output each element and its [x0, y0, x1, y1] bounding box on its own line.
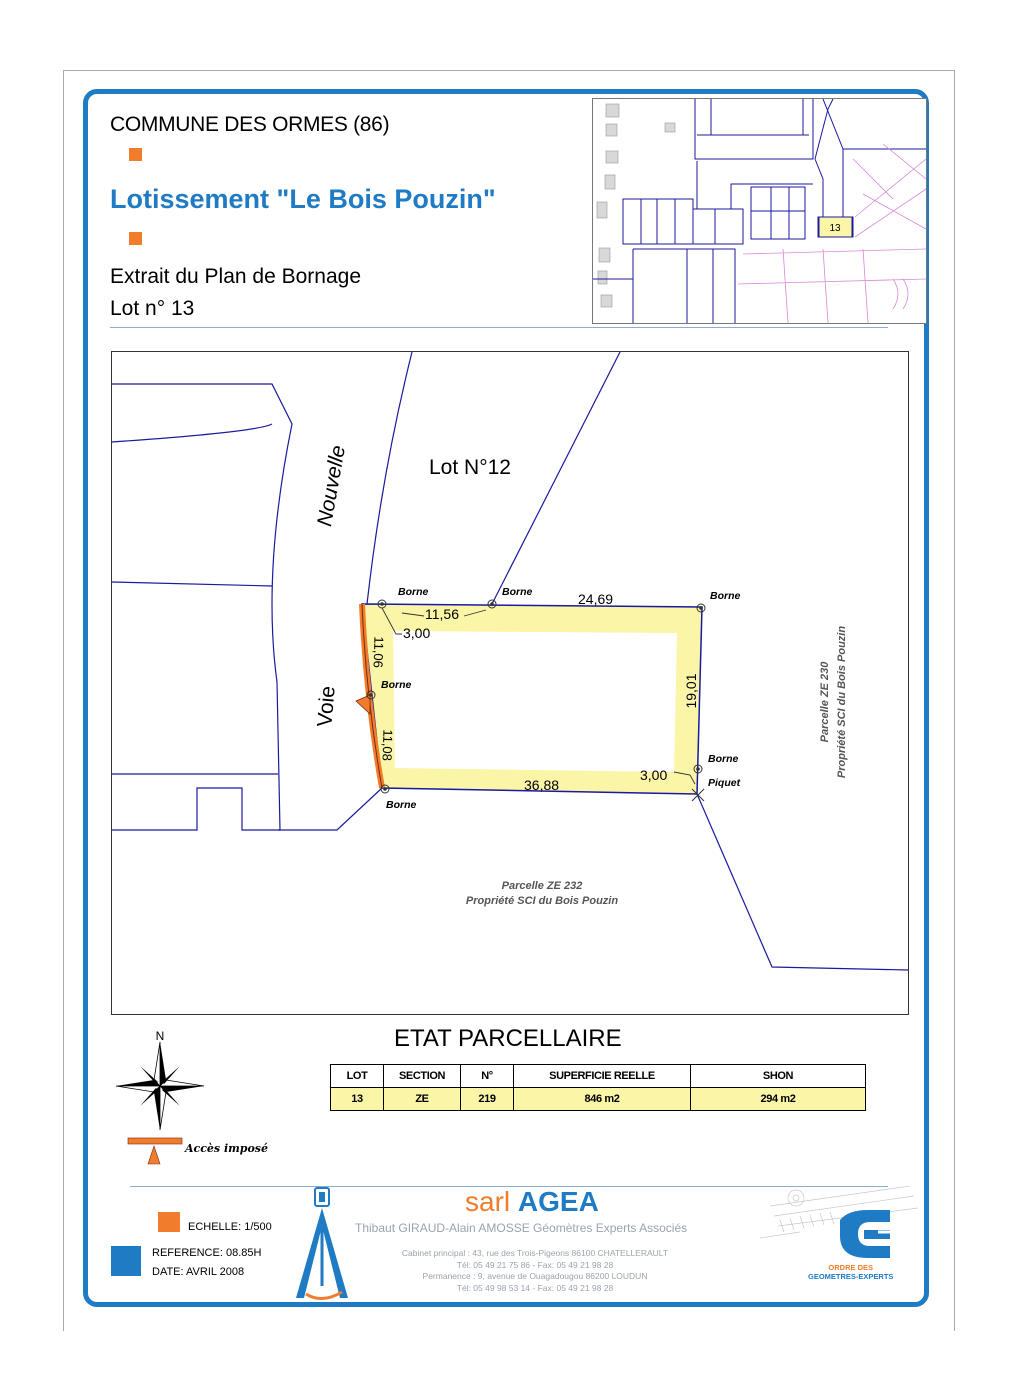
dim-west-bottom: 11,08: [379, 729, 396, 762]
cell-section: ZE: [384, 1088, 461, 1111]
company-prefix: sarl: [465, 1186, 511, 1217]
cell-numero: 219: [461, 1088, 514, 1111]
parcelle-east-owner: Propriété SCI du Bois Pouzin: [836, 625, 848, 779]
col-numero-header: N°: [461, 1065, 514, 1088]
etat-parcellaire-title: ETAT PARCELLAIRE: [394, 1025, 622, 1052]
col-shon-header: SHON: [691, 1065, 866, 1088]
date-label: DATE: AVRIL 2008: [152, 1266, 245, 1278]
ordre-label: [808, 1263, 893, 1281]
location-keymap: [592, 98, 927, 324]
lot-number: Lot n° 13: [110, 297, 195, 320]
parcelle-south-owner: Propriété SCI du Bois Pouzin: [465, 895, 619, 907]
address-line: Tél: 05 49 98 53 14 - Fax: 05 49 21 98 28: [456, 1282, 614, 1293]
table-header-row: [331, 1065, 866, 1088]
company-brand: AGEA: [517, 1186, 599, 1217]
borne-label: Borne: [708, 753, 739, 765]
company-tagline: Thibaut GIRAUD-Alain AMOSSE Géomètres Experts Associés: [355, 1221, 688, 1235]
parcelle-east-title: Parcelle ZE 230: [819, 661, 831, 743]
access-legend-label: Accès imposé: [185, 1142, 268, 1155]
col-section-header: SECTION: [384, 1065, 461, 1088]
borne-label: Borne: [398, 586, 429, 598]
dim-east: 19,01: [683, 673, 699, 709]
address-line: Cabinet principal : 43, rue des Trois-Pigeons 86100 CHATELLERAULT: [401, 1248, 669, 1258]
road-name-voie: Voie: [313, 685, 340, 728]
borne-label: Borne: [381, 679, 412, 691]
north-arrow-icon: [112, 1028, 212, 1132]
address-line: Permanence : 9, avenue de Ouagadougou 86200 LOUDUN: [422, 1271, 648, 1281]
piquet-marker: [692, 789, 704, 801]
table-row: [331, 1088, 866, 1111]
cell-superficie: 846 m2: [514, 1088, 691, 1111]
parcelle-south-title: Parcelle ZE 232: [501, 880, 583, 892]
echelle-label: ECHELLE: 1/500: [188, 1221, 272, 1233]
borne-label: Borne: [386, 799, 417, 811]
commune-title: COMMUNE DES ORMES (86): [110, 113, 390, 136]
ordre-line-2: GEOMETRES-EXPERTS: [808, 1272, 894, 1281]
piquet-label: Piquet: [708, 777, 741, 789]
company-address: [370, 1248, 700, 1294]
dim-offset-nw: 3,00: [403, 625, 431, 641]
dim-offset-se: 3,00: [640, 767, 668, 783]
dim-north-short: 11,56: [425, 606, 459, 622]
cell-lot: 13: [331, 1088, 384, 1111]
borne-label: Borne: [502, 586, 533, 598]
dim-south: 36,88: [524, 777, 560, 793]
reference-label: REFERENCE: 08.85H: [152, 1247, 262, 1259]
agea-tripod-logo-icon: [292, 1186, 356, 1306]
compass-north-label: N: [155, 1029, 165, 1043]
extrait-subtitle: Extrait du Plan de Bornage: [110, 265, 361, 288]
etat-parcellaire-table: [330, 1064, 866, 1111]
col-lot-header: LOT: [331, 1065, 384, 1088]
cadastral-plan: [111, 351, 909, 1015]
access-legend-icon: [126, 1136, 184, 1166]
address-line: Tél: 05 49 21 75 86 - Fax: 05 49 21 98 28: [456, 1259, 614, 1270]
orange-bullet: [129, 148, 142, 161]
lotissement-title: Lotissement "Le Bois Pouzin": [110, 184, 496, 214]
borne-label: Borne: [710, 590, 741, 602]
road-name-nouvelle: Nouvelle: [313, 443, 351, 529]
keymap-drawing: [593, 99, 926, 323]
company-name: [465, 1186, 599, 1218]
keymap-lot-label: 13: [829, 223, 841, 234]
cell-shon: 294 m2: [691, 1088, 866, 1111]
dim-west-top: 11,06: [370, 636, 387, 669]
dim-north-long: 24,69: [578, 591, 614, 607]
orange-bullet: [129, 232, 142, 245]
echelle-swatch: [158, 1212, 180, 1232]
reference-swatch: [111, 1246, 141, 1276]
header-divider: [110, 327, 888, 328]
lot12-label: Lot N°12: [429, 456, 511, 479]
plan-drawing: [112, 352, 908, 1014]
col-superficie-header: SUPERFICIE REELLE: [514, 1065, 691, 1088]
ordre-line-1: ORDRE DES: [828, 1263, 874, 1272]
